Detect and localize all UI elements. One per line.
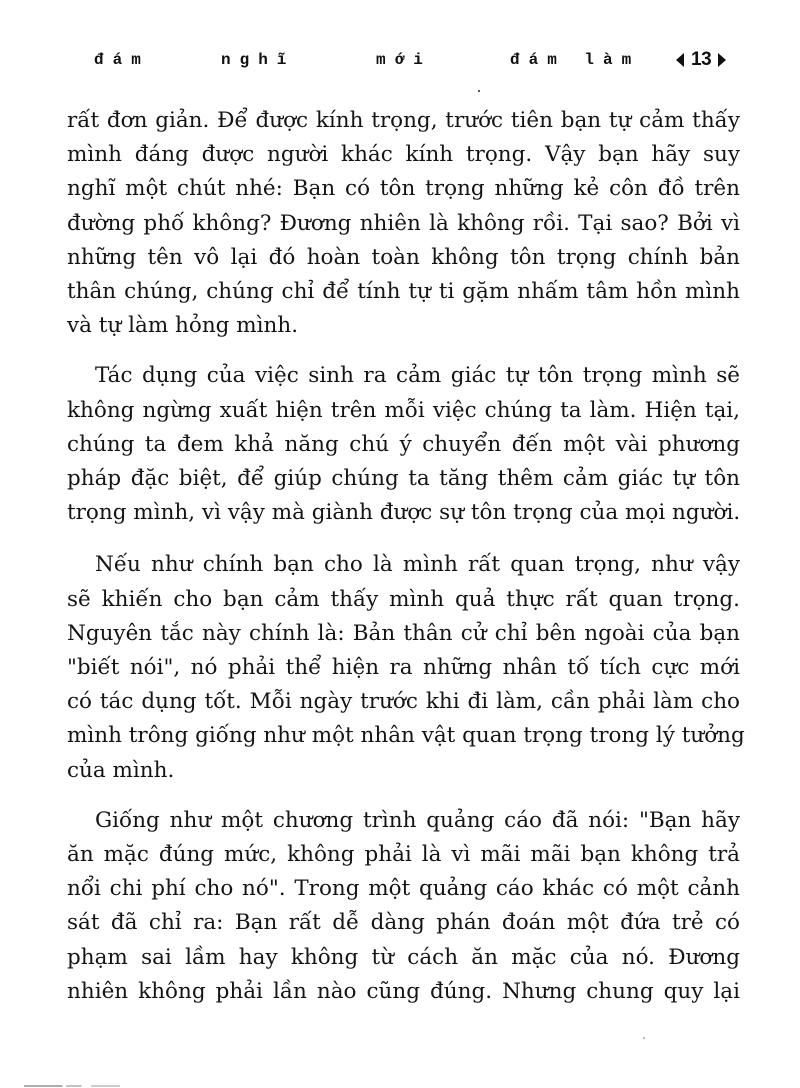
- text-line: phạm sai lầm hay không từ cách ăn mặc của nó. Đương: [67, 944, 740, 970]
- text-line: chúng ta đem khả năng chú ý chuyển đến một vài phương: [67, 431, 740, 457]
- text-line: thân chúng, chúng chỉ để tính tự ti gặm nhấm tâm hồn mình: [67, 279, 740, 305]
- text-line: mình trông giống như một nhân vật quan trọng trong lý tưởng: [67, 723, 745, 749]
- text-line: nhiên không phải lần nào cũng đúng. Nhưng chung quy lại: [67, 978, 740, 1004]
- text-line: sát đã chỉ ra: Bạn rất dễ dàng phán đoán một đứa trẻ có: [67, 910, 740, 936]
- paragraph-4: [67, 804, 740, 1009]
- text-line: mình đáng được người khác kính trọng. Vậy bạn hãy suy: [67, 142, 740, 168]
- paragraph-1: [67, 104, 740, 343]
- page-body: [67, 104, 745, 1009]
- text-line: và tự làm hỏng mình.: [67, 313, 299, 339]
- page-number-badge: [676, 49, 726, 71]
- paragraph-3: [67, 548, 745, 787]
- header-word: mới: [376, 51, 432, 69]
- text-line: không ngừng xuất hiện trên mỗi việc chúng ta làm. Hiện tại,: [67, 397, 740, 423]
- text-line: rất đơn giản. Để được kính trọng, trước tiên bạn tự cảm thấy: [67, 108, 740, 133]
- triangle-right-icon: [718, 53, 726, 67]
- text-line: pháp đặc biệt, để giúp chúng ta tăng thêm cảm giác tự tôn: [67, 466, 740, 492]
- text-line: trọng mình, vì vậy mà giành được sự tôn trọng của mọi người.: [67, 500, 741, 526]
- text-line: những tên vô lại đó hoàn toàn không tôn trọng chính bản: [67, 244, 740, 270]
- text-line: "biết nói", nó phải thể hiện ra những nhân tố tích cực mới: [67, 655, 740, 681]
- scan-artifact-divider: [24, 1085, 120, 1087]
- text-line: sẽ khiến cho bạn cảm thấy mình quả thực rất quan trọng.: [67, 586, 740, 612]
- triangle-left-icon: [676, 53, 684, 67]
- text-line: Nếu như chính bạn cho là mình rất quan trọng, như vậy: [95, 552, 740, 578]
- text-line: Giống như một chương trình quảng cáo đã nói: "Bạn hãy: [95, 807, 740, 833]
- text-line: Nguyên tắc này chính là: Bản thân cử chỉ bên ngoài của bạn: [67, 620, 740, 646]
- page-number: 13: [691, 49, 712, 70]
- text-line: có tác dụng tốt. Mỗi ngày trước khi đi làm, cần phải làm cho: [67, 689, 740, 715]
- text-line: nổi chi phí cho nó". Trong một quảng cáo khác có một cảnh: [67, 876, 740, 902]
- print-speck: [643, 1037, 645, 1039]
- print-speck: [478, 90, 480, 92]
- paragraph-2: [67, 359, 740, 530]
- header-word: nghĩ: [221, 51, 296, 69]
- text-line: ăn mặc đúng mức, không phải là vì mãi mãi bạn không trả: [67, 842, 740, 868]
- text-line: nghĩ một chút nhé: Bạn có tôn trọng những kẻ côn đồ trên: [67, 176, 740, 202]
- header-word: đám làm: [510, 51, 641, 69]
- text-line: của mình.: [67, 757, 175, 783]
- text-line: Tác dụng của việc sinh ra cảm giác tự tôn trọng mình sẽ: [95, 363, 740, 389]
- header-word: đám: [94, 51, 150, 69]
- text-line: đường phố không? Đương nhiên là không rồi. Tại sao? Bởi vì: [67, 210, 740, 236]
- running-header: [94, 48, 774, 72]
